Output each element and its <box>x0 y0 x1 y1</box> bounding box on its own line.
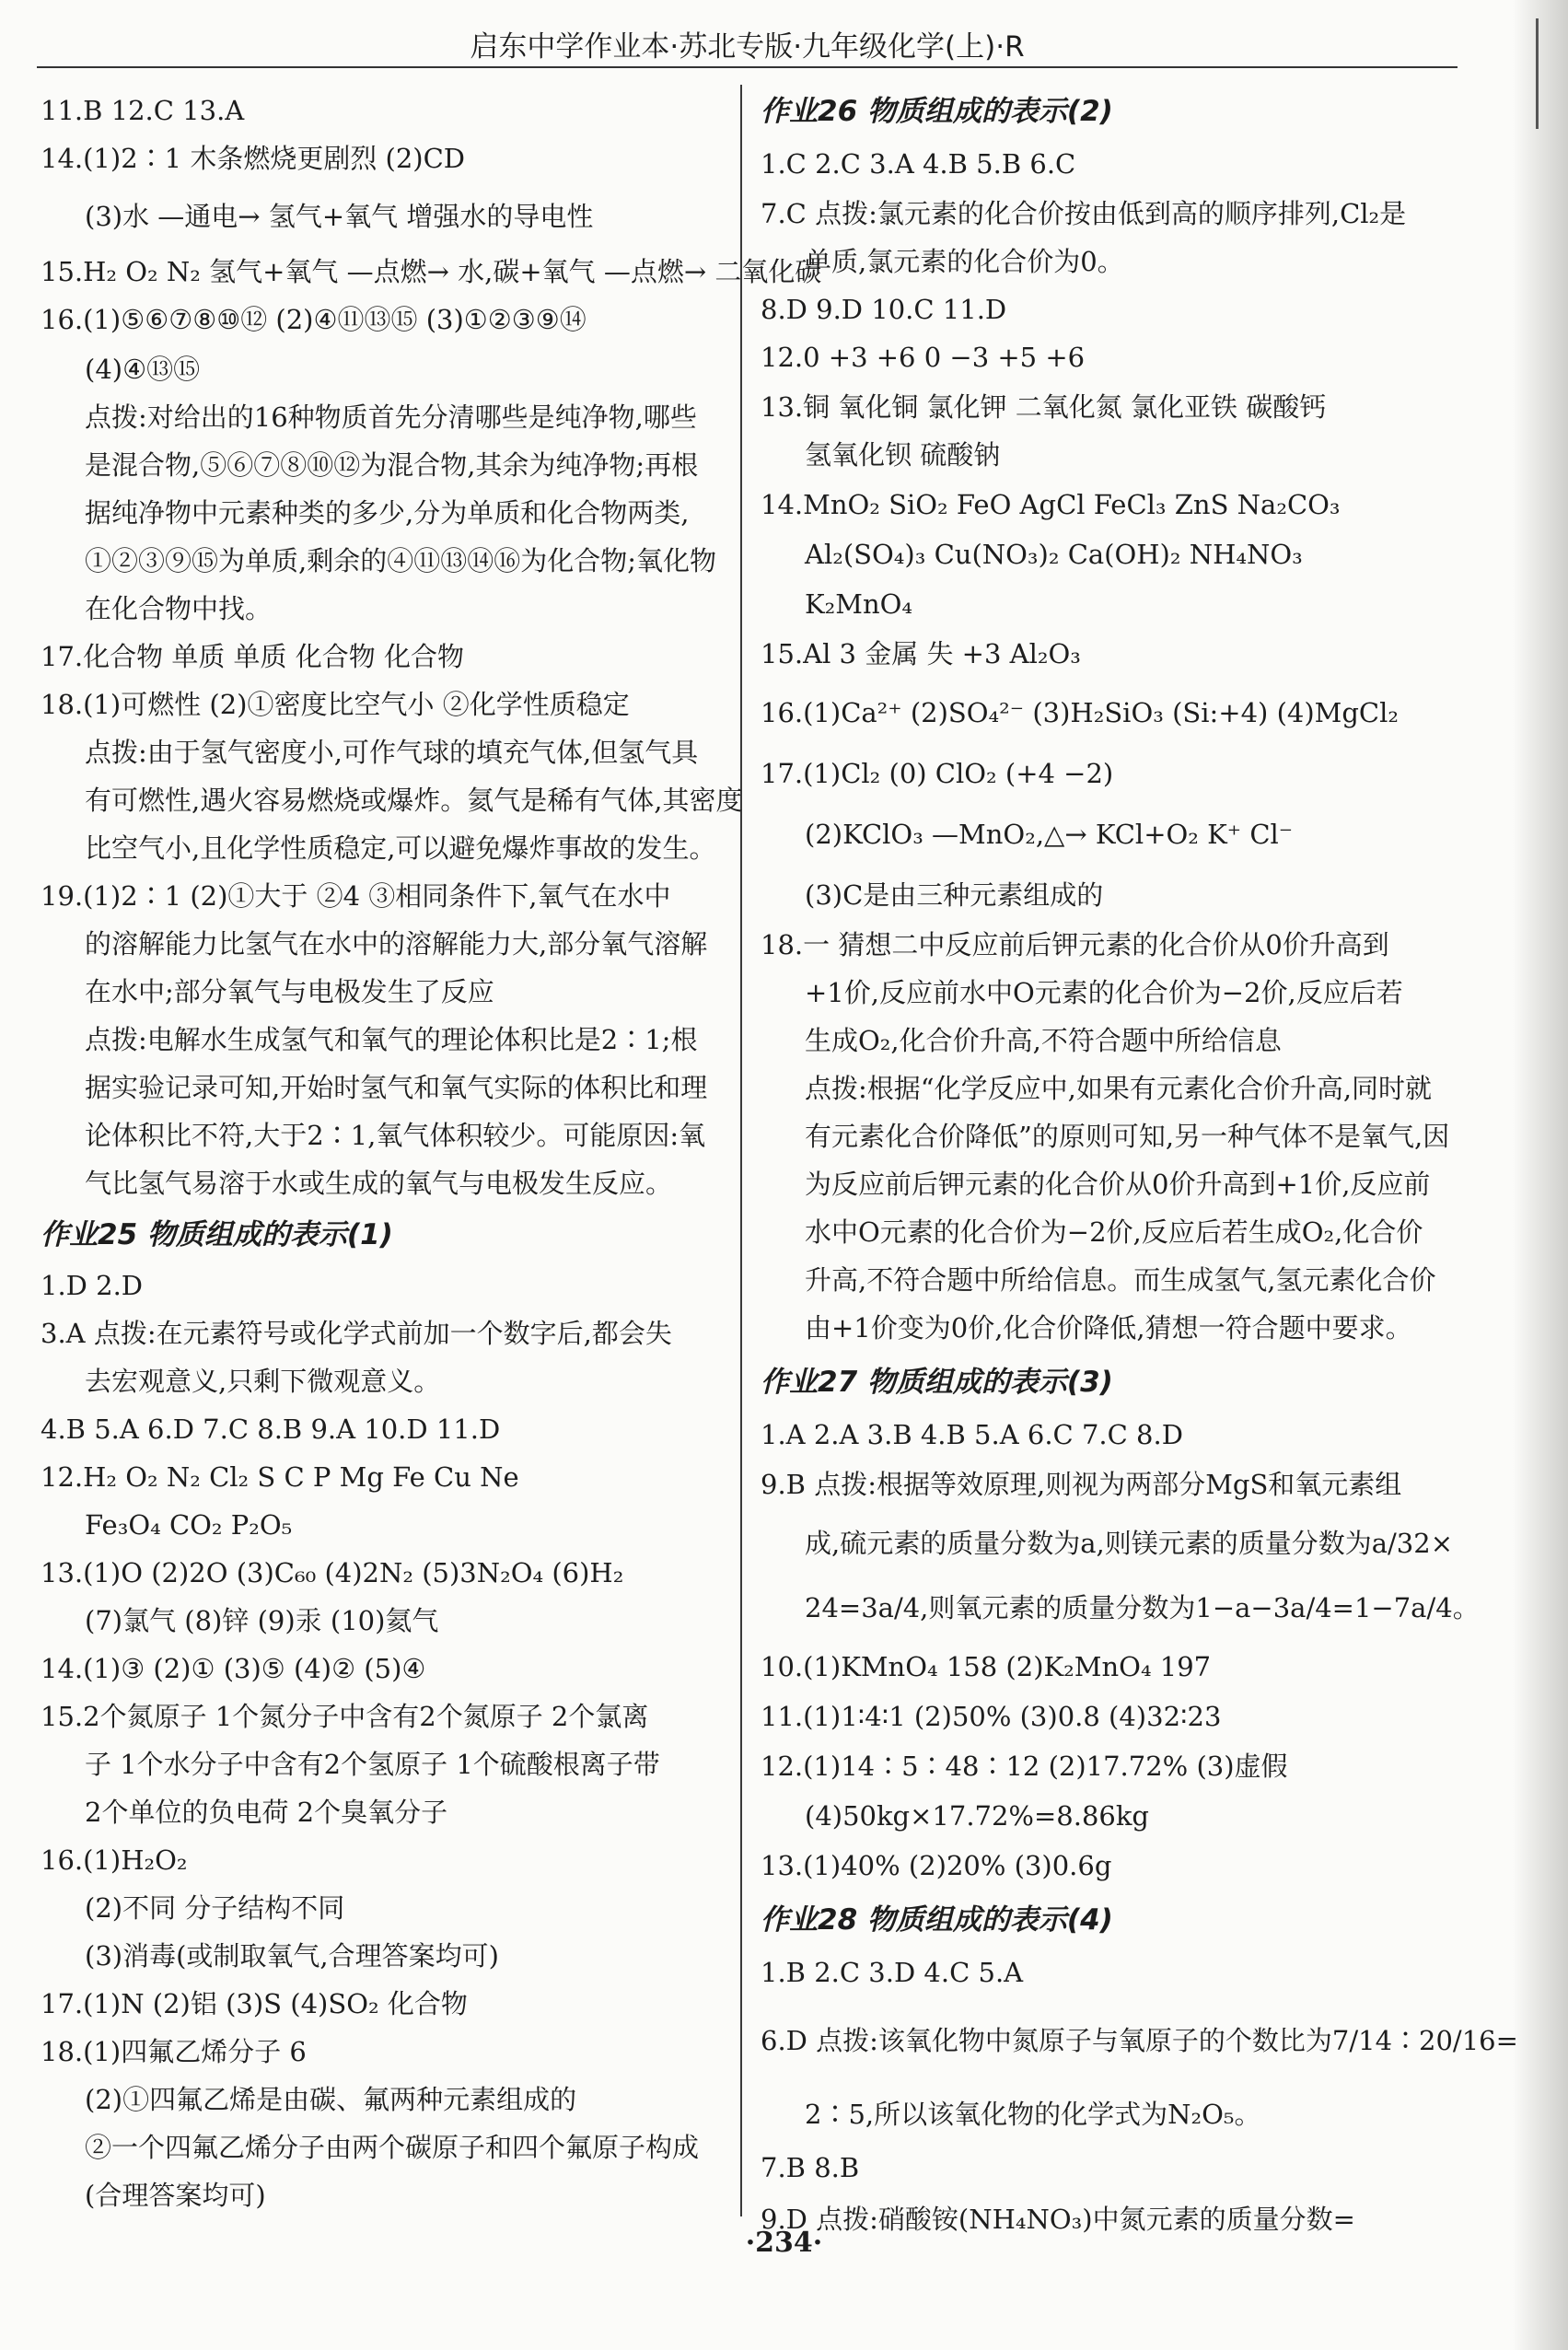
answer-line: 12.(1)14∶5∶48∶12 (2)17.72% (3)虚假 <box>761 1751 1288 1782</box>
answer-line: Al₂(SO₄)₃ Cu(NO₃)₂ Ca(OH)₂ NH₄NO₃ <box>805 539 1303 570</box>
answer-line: 1.D 2.D <box>41 1270 144 1301</box>
hint-line: 比空气小,且化学性质稳定,可以避免爆炸事故的发生。 <box>85 832 716 864</box>
answer-line: 15.Al 3 金属 失 +3 Al₂O₃ <box>761 638 1081 669</box>
answer-line: 7.C 点拨:氯元素的化合价按由低到高的顺序排列,Cl₂是 <box>761 198 1407 229</box>
hint-line: 由+1价变为0价,化合价降低,猜想一符合题中要求。 <box>805 1312 1412 1344</box>
answer-line: +1价,反应前水中O元素的化合价为−2价,反应后若 <box>805 977 1403 1008</box>
answer-line: 18.(1)可燃性 (2)①密度比空气小 ②化学性质稳定 <box>41 689 630 720</box>
answer-line: 9.D 点拨:硝酸铵(NH₄NO₃)中氮元素的质量分数= <box>761 2204 1355 2235</box>
hint-line: 点拨:由于氢气密度小,可作气球的填充气体,但氢气具 <box>85 737 699 768</box>
hint-line: 气比氢气易溶于水或生成的氧气与电极发生反应。 <box>85 1168 673 1199</box>
answer-line: 去宏观意义,只剩下微观意义。 <box>85 1366 441 1397</box>
answer-line: 15.2个氮原子 1个氮分子中含有2个氮原子 2个氯离 <box>41 1701 649 1732</box>
answer-line: 1.B 2.C 3.D 4.C 5.A <box>761 1957 1024 1988</box>
answer-line: 14.MnO₂ SiO₂ FeO AgCl FeCl₃ ZnS Na₂CO₃ <box>761 489 1341 520</box>
answer-line: K₂MnO₄ <box>805 588 913 620</box>
answer-line: 15.H₂ O₂ N₂ 氢气+氧气 —点燃→ 水,碳+氧气 —点燃→ 二氧化碳 <box>41 256 822 287</box>
hint-line: 24=3a/4,则氧元素的质量分数为1−a−3a/4=1−7a/4。 <box>805 1592 1480 1623</box>
answer-line: Fe₃O₄ CO₂ P₂O₅ <box>85 1509 293 1541</box>
answer-line: 11.(1)1∶4∶1 (2)50% (3)0.8 (4)32∶23 <box>761 1701 1222 1732</box>
hint-line: 为反应前后钾元素的化合价从0价升高到+1价,反应前 <box>805 1169 1431 1200</box>
hint-line: 2∶5,所以该氧化物的化学式为N₂O₅。 <box>805 2099 1261 2130</box>
answer-line: 3.A 点拨:在元素符号或化学式前加一个数字后,都会失 <box>41 1318 672 1349</box>
answer-line: 子 1个水分子中含有2个氢原子 1个硫酸根离子带 <box>85 1749 660 1780</box>
answer-line: ②一个四氟乙烯分子由两个碳原子和四个氟原子构成 <box>85 2132 700 2163</box>
answer-line: (7)氯气 (8)锌 (9)汞 (10)氦气 <box>85 1605 439 1636</box>
answer-line: 16.(1)⑤⑥⑦⑧⑩⑫ (2)④⑪⑬⑮ (3)①②③⑨⑭ <box>41 304 587 335</box>
answer-line: 14.(1)③ (2)① (3)⑤ (4)② (5)④ <box>41 1653 426 1684</box>
section-title-26: 作业26 物质组成的表示(2) <box>761 95 1113 128</box>
hint-line: 有元素化合价降低”的原则可知,另一种气体不是氧气,因 <box>805 1121 1450 1152</box>
hint-line: 升高,不符合题中所给信息。而生成氢气,氢元素化合价 <box>805 1264 1436 1296</box>
answer-line: 11.B 12.C 13.A <box>41 95 245 126</box>
answer-line: 9.B 点拨:根据等效原理,则视为两部分MgS和氧元素组 <box>761 1469 1402 1500</box>
hint-line: 点拨:根据“化学反应中,如果有元素化合价升高,同时就 <box>805 1073 1433 1104</box>
hint-line: 水中O元素的化合价为−2价,反应后若生成O₂,化合价 <box>805 1216 1423 1248</box>
column-divider <box>740 85 742 2216</box>
hint-line: 据实验记录可知,开始时氢气和氧气实际的体积比和理 <box>85 1072 708 1103</box>
answer-line: 在水中;部分氧气与电极发生了反应 <box>85 976 494 1007</box>
answer-line: 生成O₂,化合价升高,不符合题中所给信息 <box>805 1025 1282 1056</box>
answer-line: (4)④⑬⑮ <box>85 354 201 385</box>
hint-line: 在化合物中找。 <box>85 593 273 624</box>
answer-line: 氢氧化钡 硫酸钠 <box>805 439 1001 471</box>
answer-line: 1.A 2.A 3.B 4.B 5.A 6.C 7.C 8.D <box>761 1419 1183 1450</box>
answer-line: 13.(1)O (2)2O (3)C₆₀ (4)2N₂ (5)3N₂O₄ (6)H₂ <box>41 1557 624 1588</box>
hint-line: 有可燃性,遇火容易燃烧或爆炸。氦气是稀有气体,其密度 <box>85 785 743 816</box>
answer-line: 17.化合物 单质 单质 化合物 化合物 <box>41 641 464 672</box>
hint-line: 点拨:电解水生成氢气和氧气的理论体积比是2∶1;根 <box>85 1024 698 1055</box>
answer-line: 18.一 猜想二中反应前后钾元素的化合价从0价升高到 <box>761 929 1389 960</box>
answer-line: 16.(1)Ca²⁺ (2)SO₄²⁻ (3)H₂SiO₃ (Si:+4) (4)MgCl₂ <box>761 697 1400 728</box>
answer-line: 17.(1)N (2)铝 (3)S (4)SO₂ 化合物 <box>41 1988 468 2019</box>
section-title-27: 作业27 物质组成的表示(3) <box>761 1366 1113 1399</box>
answer-line: 17.(1)Cl₂ (0) ClO₂ (+4 −2) <box>761 758 1114 789</box>
answer-line: (合理答案均可) <box>85 2180 266 2211</box>
answer-line: 16.(1)H₂O₂ <box>41 1844 188 1876</box>
spine-mark <box>1536 18 1539 129</box>
answer-line: (3)C是由三种元素组成的 <box>805 879 1104 911</box>
answer-line: 12.0 +3 +6 0 −3 +5 +6 <box>761 342 1086 373</box>
hint-line: 据纯净物中元素种类的多少,分为单质和化合物两类, <box>85 497 690 529</box>
answer-line: 18.(1)四氟乙烯分子 6 <box>41 2036 307 2067</box>
hint-line: 点拨:对给出的16种物质首先分清哪些是纯净物,哪些 <box>85 401 697 433</box>
answer-line: 13.铜 氧化铜 氯化钾 二氧化氮 氯化亚铁 碳酸钙 <box>761 391 1327 423</box>
hint-line: 论体积比不符,大于2∶1,氧气体积较少。可能原因:氧 <box>85 1120 706 1151</box>
section-title-25: 作业25 物质组成的表示(1) <box>41 1218 393 1251</box>
page-header: 启东中学作业本·苏北专版·九年级化学(上)·R <box>37 28 1458 68</box>
answer-line: (4)50kg×17.72%=8.86kg <box>805 1800 1149 1832</box>
answer-line: (3)消毒(或制取氧气,合理答案均可) <box>85 1940 499 1972</box>
answer-line: 13.(1)40% (2)20% (3)0.6g <box>761 1850 1112 1881</box>
answer-line: 1.C 2.C 3.A 4.B 5.B 6.C <box>761 148 1076 180</box>
book-spine-shadow <box>1513 0 1568 2350</box>
answer-line: 7.B 8.B <box>761 2152 860 2183</box>
answer-line: 8.D 9.D 10.C 11.D <box>761 294 1007 325</box>
section-title-28: 作业28 物质组成的表示(4) <box>761 1903 1113 1937</box>
answer-line: 单质,氯元素的化合价为0。 <box>805 246 1124 277</box>
answer-line: 6.D 点拨:该氧化物中氮原子与氧原子的个数比为7/14∶20/16= <box>761 2025 1518 2056</box>
answer-line: 14.(1)2∶1 木条燃烧更剧烈 (2)CD <box>41 143 466 174</box>
answer-line: (2)KClO₃ —MnO₂,△→ KCl+O₂ K⁺ Cl⁻ <box>805 819 1294 850</box>
hint-line: ①②③⑨⑮为单质,剩余的④⑪⑬⑭⑯为化合物;氧化物 <box>85 545 716 576</box>
hint-line: 是混合物,⑤⑥⑦⑧⑩⑫为混合物,其余为纯净物;再根 <box>85 449 699 481</box>
answer-line: 2个单位的负电荷 2个臭氧分子 <box>85 1797 448 1828</box>
answer-line: (3)水 —通电→ 氢气+氧气 增强水的导电性 <box>85 201 594 232</box>
answer-line: 12.H₂ O₂ N₂ Cl₂ S C P Mg Fe Cu Ne <box>41 1461 519 1493</box>
answer-line: (2)不同 分子结构不同 <box>85 1892 345 1924</box>
answer-line: (2)①四氟乙烯是由碳、氟两种元素组成的 <box>85 2084 577 2115</box>
hint-line: 成,硫元素的质量分数为a,则镁元素的质量分数为a/32× <box>805 1528 1453 1559</box>
page-number: ·234· <box>745 2227 823 2259</box>
answer-line: 的溶解能力比氢气在水中的溶解能力大,部分氧气溶解 <box>85 928 708 960</box>
answer-line: 10.(1)KMnO₄ 158 (2)K₂MnO₄ 197 <box>761 1651 1212 1682</box>
answer-line: 4.B 5.A 6.D 7.C 8.B 9.A 10.D 11.D <box>41 1413 501 1445</box>
answer-line: 19.(1)2∶1 (2)①大于 ②4 ③相同条件下,氧气在水中 <box>41 880 671 912</box>
